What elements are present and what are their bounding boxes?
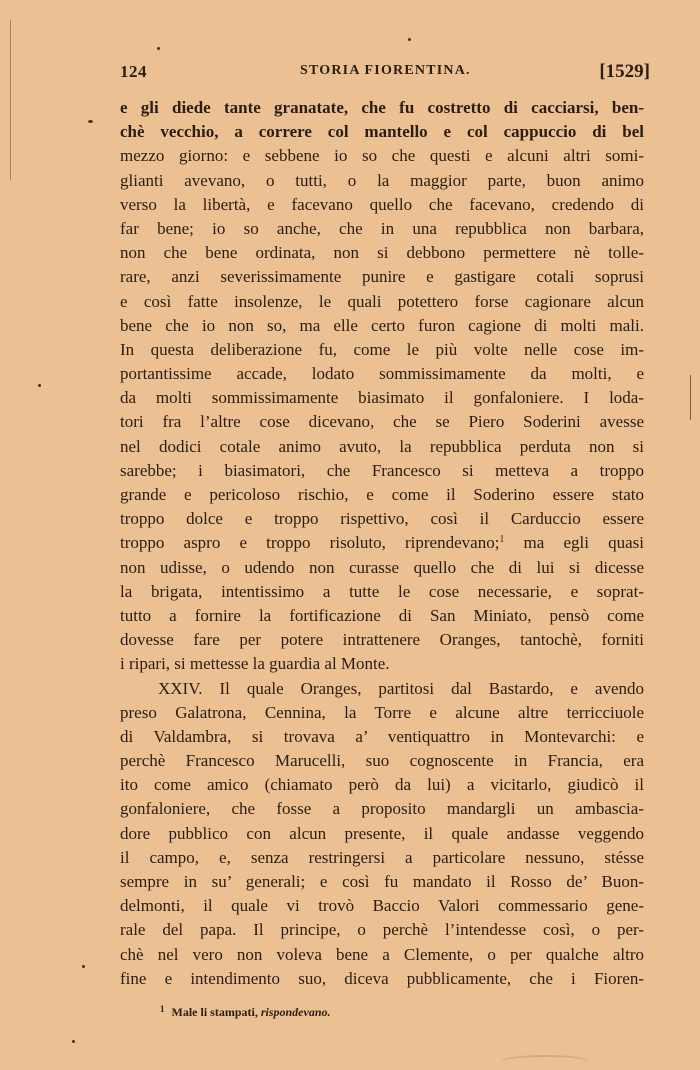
text-line [120,701,644,725]
text-line-content: e così fatte insolenze, le quali potettero forse cagionare alcun [120,291,644,311]
text-line-content: non udisse, o udendo non curasse quello che di lui si dicesse [120,557,644,577]
text-line-content: ito come amico (chiamato però da lui) a vicitarlo, giudicò il [120,775,644,795]
text-line-content: dore pubblico con alcun presente, il quale andasse veggendo [120,823,644,843]
text-line-content: i ripari, si mettesse la guardia al Monte. [120,654,390,674]
footnote-italic-text: rispondevano. [260,1005,331,1019]
text-line-content: di Valdambra, si trovava a’ ventiquattro in Montevarchi: e [120,726,644,746]
text-line [120,604,644,628]
text-line [120,338,644,362]
text-line-content: tutto a fornire la fortificazione di San Miniato, pensò come [120,605,644,625]
text-line [120,169,644,193]
text-line-content: mezzo giorno: e sebbene io so che questi e alcuni altri somi- [120,146,644,166]
running-title: STORIA FIORENTINA. [300,63,471,78]
ink-speck [157,47,160,50]
year-marker: [1529] [599,61,650,82]
text-line [120,507,644,531]
text-line [120,725,644,749]
ink-speck [88,120,93,123]
text-line [120,556,644,580]
text-line-content: preso Galatrona, Cennina, la Torre e alcune altre terricciuole [120,702,644,722]
text-line [120,822,644,846]
text-line [120,773,644,797]
text-line [120,918,644,942]
text-line [120,894,644,918]
text-line [120,483,644,507]
text-line-content: sempre in su’ generali; e così fu mandato il Rosso de’ Buon- [120,872,644,891]
text-line-content: da molti sommissimamente biasimato il gonfaloniere. I loda- [120,388,644,408]
text-line [120,628,644,652]
text-line-content: glianti avevano, o tutti, o la maggior parte, buon animo [120,170,644,190]
text-line [120,120,644,144]
page-number: 124 [120,62,147,81]
page-header [120,62,650,88]
text-line [120,193,644,217]
text-line-content: sarebbe; i biasimatori, che Francesco si metteva a troppo [120,460,644,480]
text-line [120,846,644,870]
text-line-content: bene che io non so, ma elle certo furon cagione di molti mali. [120,315,644,335]
text-line [120,967,644,991]
text-line [120,870,644,894]
text-line [120,652,644,676]
text-line-content: troppo dolce e troppo rispettivo, così il Carduccio essere [120,509,644,529]
margin-mark [690,375,691,420]
text-line [120,96,644,120]
footnote-marker: 1 [160,1004,165,1014]
text-line-content: chè vecchio, a correre col mantello e col cappuccio di bel [120,122,644,142]
faded-watermark [500,1055,590,1069]
text-line-content: dovesse fare per potere intrattenere Oranges, tantochè, forniti [120,630,644,650]
text-line-continuation: ma egli quasi [504,533,644,553]
text-line [120,217,644,241]
text-line [120,749,644,773]
text-line-content: portantissime accade, lodato sommissimamente da molti, e [120,364,644,384]
text-line [120,362,644,386]
text-line-content: nel dodici cotale animo avuto, la repubblica perduta non si [120,436,644,456]
text-line-content: verso la libertà, e facevano quello che facevano, credendo di [120,194,644,214]
text-line-content: rare, anzi severissimamente punire e gastigare cotali soprusi [120,267,644,287]
footnote-text: Male li stampati, [171,1005,258,1019]
text-line [120,531,644,555]
text-line-content: troppo aspro e troppo risoluto, riprendevano; [120,533,500,553]
footnote-reference: 1 [499,534,505,546]
text-line-content: la brigata, intentissimo a tutte le cose necessarie, e soprat- [120,581,644,601]
text-line [120,314,644,338]
text-line-content: delmonti, il quale vi trovò Baccio Valori commessario gene- [120,896,644,916]
text-line-content: grande e pericoloso rischio, e come il Soderino essere stato [120,485,644,504]
text-line-content: tori fra l’altre cose dicevano, che se Piero Soderini avesse [120,412,644,432]
text-line [120,290,644,314]
text-line-content: fine e intendimento suo, diceva pubblicamente, che i Fioren- [120,968,644,988]
text-line [120,144,644,168]
text-line-content: gonfaloniere, che fosse a proposito mandargli un ambascia- [120,799,644,819]
text-line-content: e gli diede tante granatate, che fu costretto di cacciarsi, ben- [120,98,644,117]
text-line [120,410,644,434]
text-line-content: non che bene ordinata, non si debbono permettere nè tolle- [120,243,644,263]
text-line-content: il campo, e, senza restringersi a particolare nessuno, stésse [120,847,644,867]
text-line-content: far bene; io so anche, che in una repubblica non barbara, [120,218,644,238]
text-line [120,580,644,604]
ink-speck [82,965,85,968]
ink-speck [72,1040,75,1043]
footnote [160,1004,331,1020]
text-line [120,241,644,265]
ink-speck [408,38,411,41]
text-line [120,435,644,459]
text-line-content: rale del papa. Il principe, o perchè l’intendesse così, o per- [120,920,644,940]
text-line [120,265,644,289]
text-line [120,386,644,410]
text-line-content: XXIV. Il quale Oranges, partitosi dal Bastardo, e avendo [158,678,644,698]
margin-rule [10,20,11,180]
ink-speck [38,384,41,387]
text-line-content: chè nel vero non voleva bene a Clemente, o per qualche altro [120,944,644,964]
text-line [120,797,644,821]
text-line-content: In questa deliberazione fu, come le più volte nelle cose im- [120,339,644,359]
text-line [120,677,644,701]
body-text [120,96,644,991]
text-line [120,943,644,967]
text-line [120,459,644,483]
text-line-content: perchè Francesco Marucelli, suo cognoscente in Francia, era [120,751,644,771]
